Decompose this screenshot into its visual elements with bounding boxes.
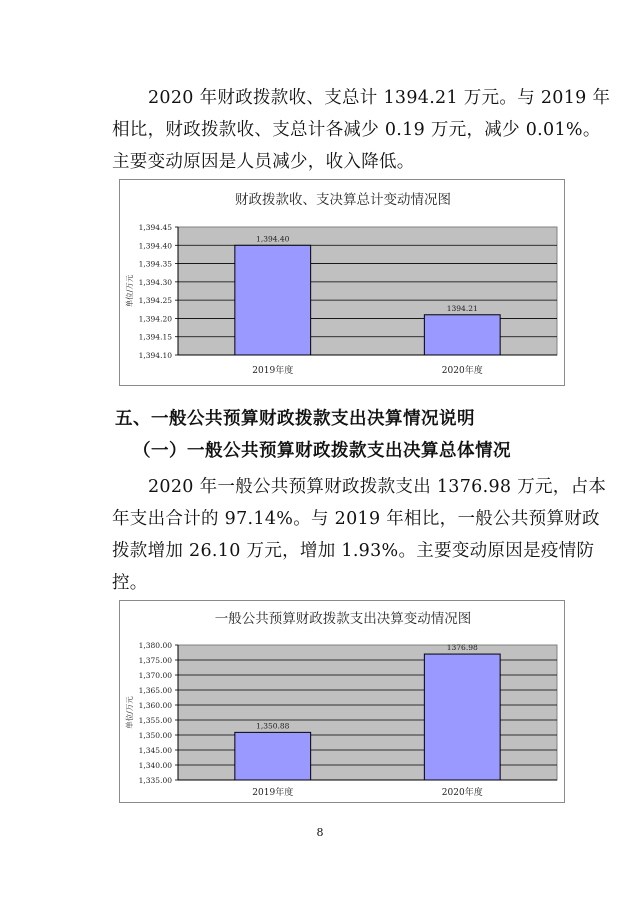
- paragraph-line: 2020 年一般公共预算财政拨款支出 1376.98 万元，占本: [148, 477, 607, 497]
- y-tick-label: 1,340.00: [138, 761, 172, 770]
- data-label: 1,350.88: [256, 721, 290, 731]
- y-tick-label: 1,380.00: [138, 641, 172, 650]
- paragraph-line: 相比，财政拨款收、支总计各减少 0.19 万元，减少 0.01%。: [112, 120, 601, 140]
- y-tick-label: 1,394.25: [138, 296, 172, 306]
- y-axis-label: 单位/万元: [125, 274, 134, 308]
- x-tick-label: 2020年度: [441, 788, 483, 798]
- y-tick-label: 1,394.30: [138, 277, 172, 287]
- y-tick-label: 1,355.00: [138, 716, 172, 725]
- x-tick-label: 2019年度: [252, 788, 294, 798]
- paragraph-line: 年支出合计的 97.14%。与 2019 年相比，一般公共预算财政: [112, 509, 600, 529]
- y-tick-label: 1,360.00: [138, 701, 172, 710]
- paragraph-line: 控。: [112, 573, 148, 593]
- y-tick-label: 1,370.00: [138, 671, 172, 680]
- chart-general-budget: [119, 600, 565, 803]
- paragraph-line: 主要变动原因是人员减少，收入降低。: [112, 152, 415, 172]
- chart-title: 一般公共预算财政拨款支出决算变动情况图: [214, 611, 472, 627]
- y-tick-label: 1,394.35: [138, 259, 172, 269]
- y-tick-label: 1,345.00: [138, 746, 172, 755]
- bar: [424, 315, 500, 355]
- y-tick-label: 1,394.40: [138, 241, 172, 251]
- bar: [424, 654, 500, 780]
- subsection-heading: （一）一般公共预算财政拨款支出决算总体情况: [133, 441, 511, 461]
- y-tick-label: 1,394.20: [138, 314, 172, 324]
- data-label: 1394.21: [446, 303, 478, 313]
- data-label: 1376.98: [446, 643, 478, 653]
- y-tick-label: 1,350.00: [138, 731, 172, 740]
- y-tick-label: 1,335.00: [138, 776, 172, 785]
- y-axis-label: 单位/万元: [125, 696, 134, 729]
- data-label: 1,394.40: [256, 234, 290, 244]
- y-tick-label: 1,375.00: [138, 656, 172, 665]
- x-tick-label: 2019年度: [252, 366, 294, 376]
- bar: [235, 732, 311, 780]
- chart-general-budget-svg: [120, 601, 566, 804]
- x-tick-label: 2020年度: [441, 366, 483, 376]
- section-heading: 五、一般公共预算财政拨款支出决算情况说明: [115, 409, 475, 429]
- chart-fiscal-total-svg: [120, 180, 566, 387]
- paragraph-line: 2020 年财政拨款收、支总计 1394.21 万元。与 2019 年: [148, 88, 611, 108]
- page-number: 8: [316, 826, 324, 839]
- y-tick-label: 1,394.45: [138, 223, 172, 232]
- y-tick-label: 1,365.00: [138, 686, 172, 695]
- chart-fiscal-total: [119, 179, 565, 386]
- paragraph-line: 拨款增加 26.10 万元，增加 1.93%。主要变动原因是疫情防: [112, 541, 595, 561]
- y-tick-label: 1,394.15: [138, 332, 172, 342]
- chart-title: 财政拨款收、支决算总计变动情况图: [235, 192, 451, 208]
- y-tick-label: 1,394.10: [138, 351, 172, 360]
- bar: [235, 245, 311, 355]
